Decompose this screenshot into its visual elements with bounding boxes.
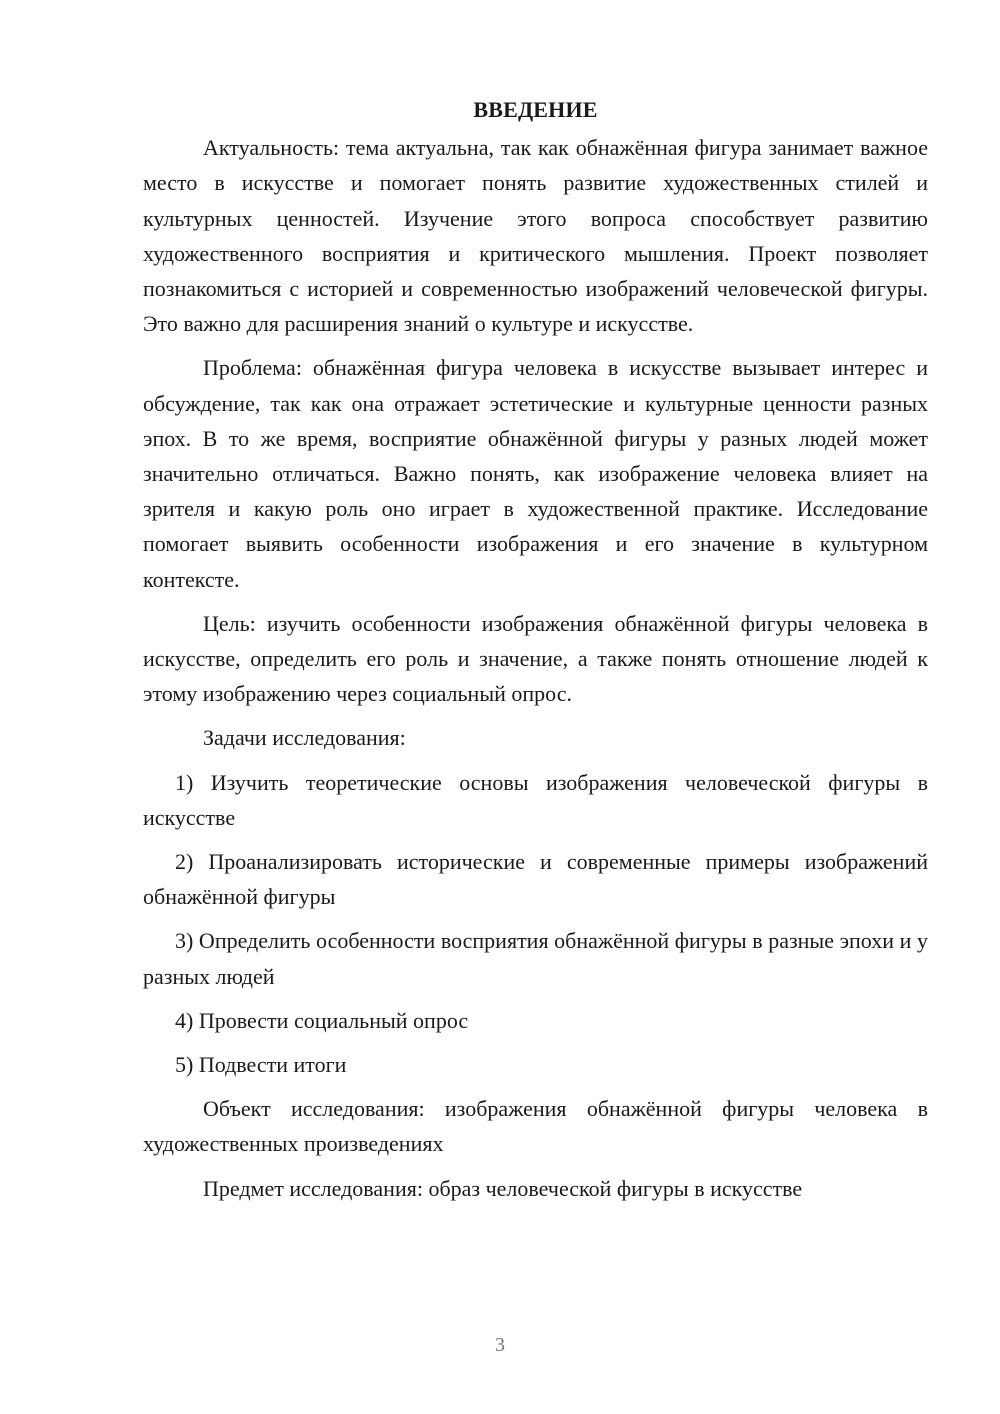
- task-item: 4) Провести социальный опрос: [175, 1007, 469, 1033]
- paragraph-problem: Проблема: обнажённая фигура человека в искусстве вызывает интерес и обсуждение, так как она отражает эстетические и культурные ценности разных эпох. В то же время, восприятие обнажённой фигуры у разных людей может значительно отличаться. Важно понять, как изображение человека влияет на зрителя и какую роль оно играет в художественной практике. Исследование помогает выявить особенности изображения и его значение в культурном контексте.: [143, 355, 928, 592]
- research-subject: Предмет исследования: образ человеческой фигуры в искусстве: [203, 1175, 803, 1201]
- task-item: 3) Определить особенности восприятия обнажённой фигуры в разные эпохи и у разных людей: [143, 928, 928, 989]
- tasks-list: [143, 765, 928, 1083]
- task-item: 5) Подвести итоги: [175, 1052, 347, 1078]
- task-item: 2) Проанализировать исторические и современные примеры изображений обнажённой фигуры: [143, 849, 928, 910]
- document-page: [143, 92, 928, 1206]
- paragraph-relevance: Актуальность: тема актуальна, так как обнажённая фигура занимает важное место в искусстве и помогает понять развитие художественных стилей и культурных ценностей. Изучение этого вопроса способствует развитию художественного восприятия и критического мышления. Проект позволяет познакомиться с историей и современностью изображений человеческой фигуры. Это важно для расширения знаний о культуре и искусстве.: [143, 135, 928, 337]
- section-title: ВВЕДЕНИЕ: [473, 97, 598, 122]
- task-item: 1) Изучить теоретические основы изображения человеческой фигуры в искусстве: [143, 769, 928, 830]
- tasks-heading: Задачи исследования:: [203, 725, 406, 751]
- paragraph-goal: Цель: изучить особенности изображения обнажённой фигуры человека в искусстве, определить его роль и значение, а также понять отношение людей к этому изображению через социальный опрос.: [143, 610, 928, 707]
- research-object: Объект исследования: изображения обнажённой фигуры человека в художественных произведениях: [143, 1096, 928, 1157]
- page-number: 3: [495, 1334, 505, 1356]
